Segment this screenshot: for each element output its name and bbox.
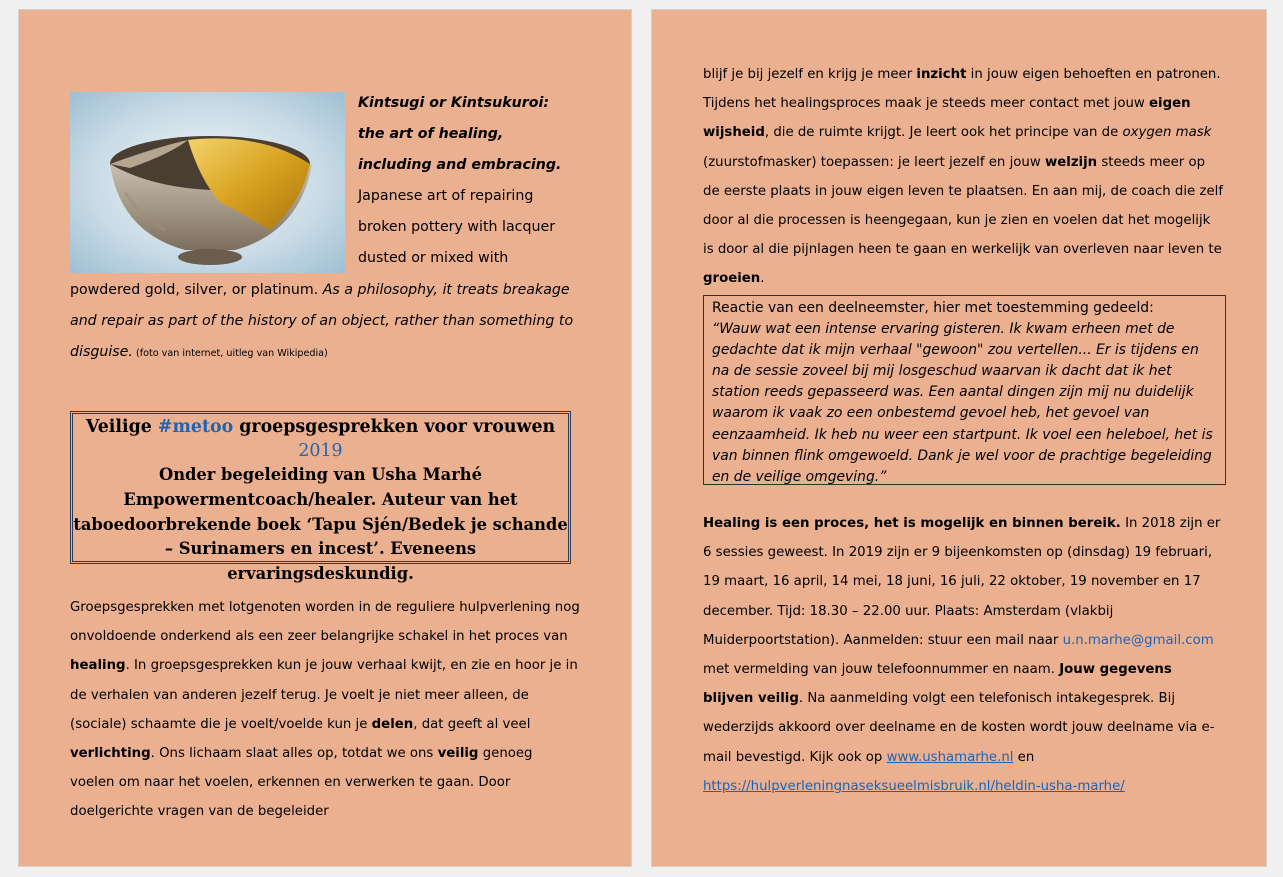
body-text: . [760, 271, 765, 287]
email-link[interactable]: u.n.marhe@gmail.com [1062, 632, 1214, 648]
body-text: in jouw eigen behoeften en patronen. Tijdens het healingsproces maak je steeds meer contact met jouw [703, 67, 1221, 112]
body-bold-inzicht: inzicht [916, 67, 967, 82]
kintsugi-heading-2: the art of healing, including and embracing. [358, 126, 562, 174]
right-bottom-text [703, 509, 1223, 801]
body-text: genoeg voelen om naar het voelen, erkennen en verwerken te gaan. Door doelgerichte vragen van de begeleider [70, 746, 533, 820]
testimonial-intro: Reactie van een deelneemster, hier met toestemming gedeeld: [712, 300, 1154, 316]
body-text: . Ons lichaam slaat alles op, totdat we ons [150, 746, 438, 762]
metoo-hashtag: #metoo [157, 417, 234, 437]
left-body-text [70, 593, 580, 827]
body-bold-gegevens-veilig: Jouw gegevens blijven veilig [703, 662, 1172, 707]
title-prefix: Veilige [85, 417, 158, 437]
title-suffix: groepsgesprekken voor vrouwen [233, 417, 556, 437]
event-year: 2019 [298, 441, 343, 462]
event-title [73, 415, 568, 439]
testimonial-box [703, 295, 1226, 485]
kintsugi-heading-1: Kintsugi or Kintsukuroi: [358, 95, 550, 111]
profile-link[interactable]: https://hulpverleningnaseksueelmisbruik.nl/heldin-usha-marhe/ [703, 778, 1125, 794]
body-text: blijf je bij jezelf en krijg je meer [703, 67, 917, 82]
body-italic-oxygen-mask: oxygen mask [1122, 125, 1212, 141]
website-link[interactable]: www.ushamarhe.nl [886, 749, 1014, 765]
body-text: Groepsgesprekken met lotgenoten worden in de reguliere hulpverlening nog onvoldoende onderkend als een zeer belangrijke schakel in het proces van [70, 600, 580, 645]
event-subtitle: Onder begeleiding van Usha Marhé Empowermentcoach/healer. Auteur van het taboedoorbrekende boek ‘Tapu Sjén/Bedek je schande – Surinamers en incest’. Eveneens ervaringsdeskundig. [73, 465, 568, 583]
body-text: steeds meer op de eerste plaats in jouw eigen leven te plaatsen. En aan mij, de coach die zelf door al die processen is heengegaan, kun je zien en voelen dat het mogelijk is door al die pijnlagen heen te gaan en werkelijk van overleven naar leven te [703, 154, 1224, 258]
body-bold-eigen-wijsheid: eigen wijsheid [703, 96, 1191, 141]
testimonial-quote: “Wauw wat een intense ervaring gisteren. Ik kwam erheen met de gedachte dat ik mijn verhaal "gewoon" zou vertellen... Er is tijdens en na de sessie zoveel bij mij losgeschud waarvan ik dacht dat ik het station reeds gepasseerd was. Een aantal dingen zijn mij nu duidelijk waarom ik vaak zo een onbestemd gevoel heb, het gevoel van eenzaamheid. Ik heb nu weer een startpunt. Ik voel een heleboel, het is van binnen flink omgewoeld. Dank je wel voor de prachtige begeleiding en de veilige omgeving.” [712, 321, 1213, 485]
body-text: , die de ruimte krijgt. Je leert ook het principe van de [764, 125, 1123, 141]
body-bold-healing: healing [70, 658, 126, 674]
document-page-right [651, 9, 1267, 867]
body-bold-welzijn: welzijn [1044, 154, 1098, 170]
document-page-left [18, 9, 632, 867]
body-text: . Na aanmelding volgt een telefonisch intakegesprek. Bij wederzijds akkoord over deelname en de kosten wordt jouw deelname via e-mail bevestigd. Kijk ook op [703, 691, 1215, 765]
photo-source-note: (foto van internet, uitleg van Wikipedia) [132, 347, 328, 359]
body-text: (zuurstofmasker) toepassen: je leert jezelf en jouw [703, 154, 1045, 170]
image-wrap-spacer [70, 88, 358, 274]
right-top-text [703, 60, 1223, 294]
body-text: . In groepsgesprekken kun je jouw verhaal kwijt, en zie en hoor je in de verhalen van anderen jezelf terug. Je voelt je niet meer alleen, de (sociale) schaamte die je voelt/voelde kun je [70, 658, 578, 732]
body-bold-veilig: veilig [437, 746, 479, 762]
body-bold-verlichting: verlichting [70, 746, 151, 762]
kintsugi-philosophy: As a philosophy, it treats breakage and repair as part of the history of an object, rather than something to disguise. [70, 281, 574, 360]
event-title-box [70, 411, 571, 583]
kintsugi-description: Japanese art of repairing broken pottery with lacquer dusted or mixed with powdered gold, silver, or platinum. [70, 188, 556, 298]
body-bold-delen: delen [371, 716, 414, 732]
body-text: In 2018 zijn er 6 sessies geweest. In 2019 zijn er 9 bijeenkomsten op (dinsdag) 19 februari, 19 maart, 16 april, 14 mei, 18 juni, 16 juli, 22 oktober, 19 november en 17 december. Tijd: 18.30 – 22.00 uur. Plaats: Amsterdam (vlakbij Muiderpoortstation). Aanmelden: stuur een mail naar [703, 516, 1221, 648]
body-text: , dat geeft al veel [413, 716, 531, 732]
body-bold-healing-proces: Healing is een proces, het is mogelijk en binnen bereik. [703, 516, 1121, 531]
body-text: en [1013, 749, 1035, 765]
body-bold-groeien: groeien [703, 271, 761, 287]
body-text: met vermelding van jouw telefoonnummer en naam. [703, 662, 1060, 678]
kintsugi-caption [70, 88, 580, 369]
